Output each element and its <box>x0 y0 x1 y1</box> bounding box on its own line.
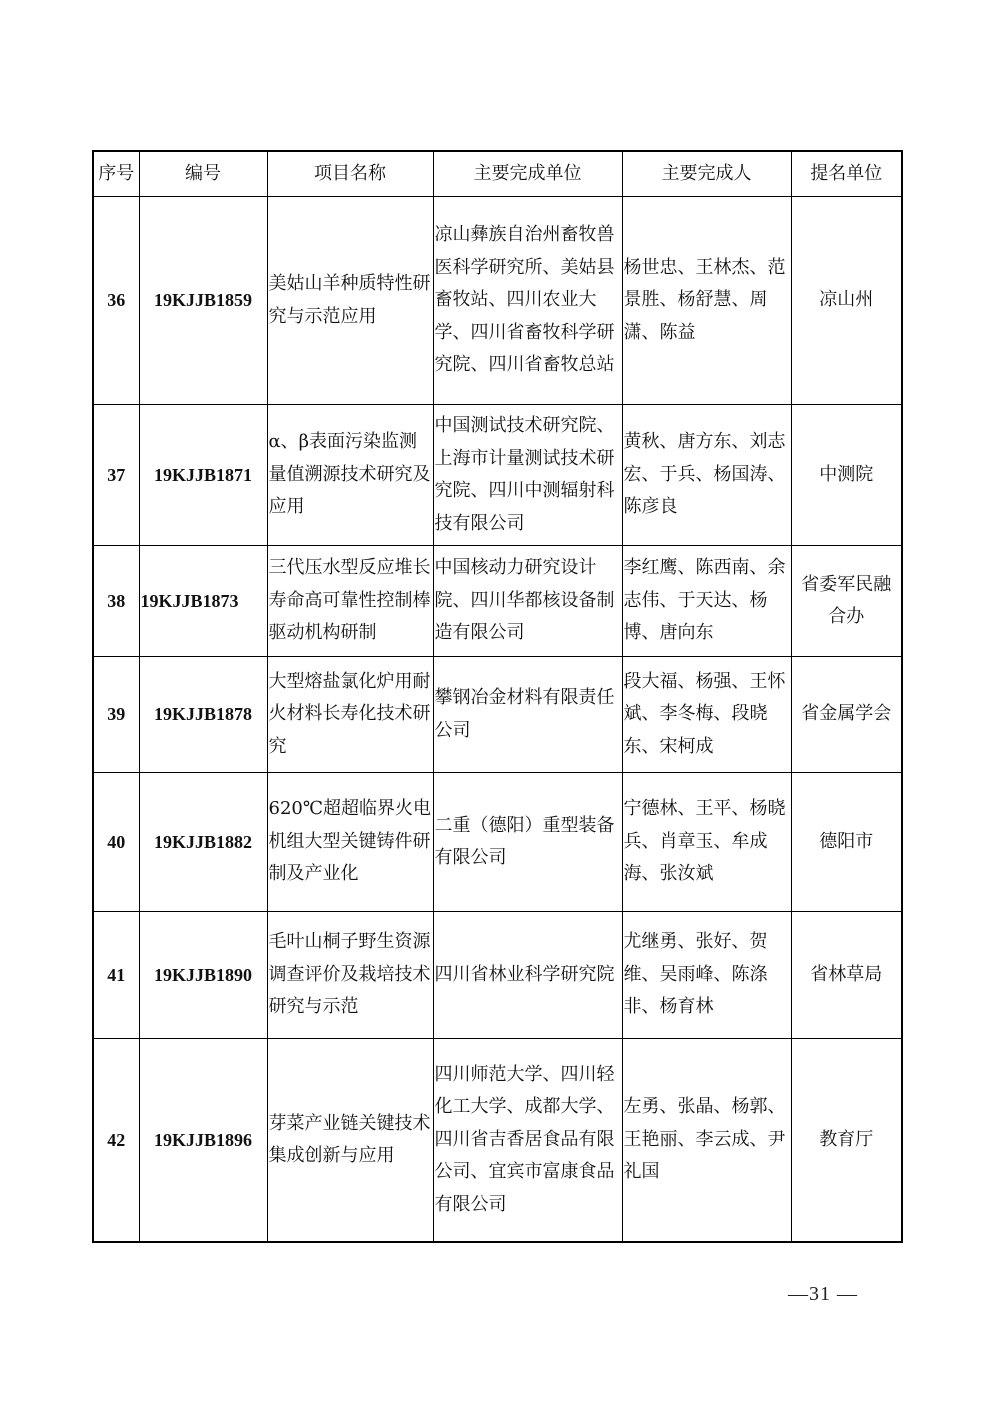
header-main-people: 主要完成人 <box>622 151 791 197</box>
awards-table <box>92 150 903 1243</box>
row-project-name: 三代压水型反应堆长寿命高可靠性控制棒驱动机构研制 <box>267 546 433 657</box>
row-no: 38 <box>93 546 139 657</box>
header-project-name: 项目名称 <box>267 151 433 197</box>
row-nominator: 省金属学会 <box>791 657 902 773</box>
row-no: 41 <box>93 912 139 1039</box>
row-main-people: 李红鹰、陈西南、余志伟、于天达、杨博、唐向东 <box>622 546 791 657</box>
row-main-people: 杨世忠、王林杰、范景胜、杨舒慧、周潇、陈益 <box>622 197 791 405</box>
row-main-people: 宁德林、王平、杨晓兵、肖章玉、牟成海、张汝斌 <box>622 773 791 912</box>
row-no: 36 <box>93 197 139 405</box>
table-row <box>93 912 902 1039</box>
row-main-people: 段大福、杨强、王怀斌、李冬梅、段晓东、宋柯成 <box>622 657 791 773</box>
row-code: 19KJJB1859 <box>139 197 267 405</box>
row-main-people: 左勇、张晶、杨郭、王艳丽、李云成、尹礼国 <box>622 1039 791 1243</box>
row-project-name: α、β表面污染监测量值溯源技术研究及应用 <box>267 405 433 546</box>
header-no: 序号 <box>93 151 139 197</box>
row-no: 39 <box>93 657 139 773</box>
row-code: 19KJJB1878 <box>139 657 267 773</box>
row-project-name: 芽菜产业链关键技术集成创新与应用 <box>267 1039 433 1243</box>
row-project-name: 毛叶山桐子野生资源调查评价及栽培技术研究与示范 <box>267 912 433 1039</box>
row-main-units: 中国测试技术研究院、上海市计量测试技术研究院、四川中测辐射科技有限公司 <box>433 405 622 546</box>
row-main-units: 四川省林业科学研究院 <box>433 912 622 1039</box>
row-nominator: 凉山州 <box>791 197 902 405</box>
table-row <box>93 1039 902 1243</box>
row-main-units: 攀钢冶金材料有限责任公司 <box>433 657 622 773</box>
table-row <box>93 657 902 773</box>
row-code: 19KJJB1890 <box>139 912 267 1039</box>
row-nominator: 省委军民融合办 <box>791 546 902 657</box>
table-header-row <box>93 151 902 197</box>
table-row <box>93 773 902 912</box>
row-code: 19KJJB1871 <box>139 405 267 546</box>
header-code: 编号 <box>139 151 267 197</box>
row-main-units: 四川师范大学、四川轻化工大学、成都大学、四川省吉香居食品有限公司、宜宾市富康食品有限公司 <box>433 1039 622 1243</box>
row-main-people: 黄秋、唐方东、刘志宏、于兵、杨国涛、陈彦良 <box>622 405 791 546</box>
row-main-units: 凉山彝族自治州畜牧兽医科学研究所、美姑县畜牧站、四川农业大学、四川省畜牧科学研究院、四川省畜牧总站 <box>433 197 622 405</box>
row-nominator: 中测院 <box>791 405 902 546</box>
row-no: 40 <box>93 773 139 912</box>
table-row <box>93 546 902 657</box>
header-nominator: 提名单位 <box>791 151 902 197</box>
row-project-name: 620℃超超临界火电机组大型关键铸件研制及产业化 <box>267 773 433 912</box>
row-project-name: 美姑山羊种质特性研究与示范应用 <box>267 197 433 405</box>
row-nominator: 教育厅 <box>791 1039 902 1243</box>
row-code: 19KJJB1882 <box>139 773 267 912</box>
row-project-name: 大型熔盐氯化炉用耐火材料长寿化技术研究 <box>267 657 433 773</box>
page-number: —31 — <box>788 1283 858 1305</box>
header-main-units: 主要完成单位 <box>433 151 622 197</box>
row-main-units: 二重（德阳）重型装备有限公司 <box>433 773 622 912</box>
row-code: 19KJJB1896 <box>139 1039 267 1243</box>
table-row <box>93 405 902 546</box>
row-nominator: 省林草局 <box>791 912 902 1039</box>
row-nominator: 德阳市 <box>791 773 902 912</box>
row-code: 19KJJB1873 <box>139 546 267 657</box>
row-no: 37 <box>93 405 139 546</box>
row-no: 42 <box>93 1039 139 1243</box>
row-main-units: 中国核动力研究设计院、四川华都核设备制造有限公司 <box>433 546 622 657</box>
row-main-people: 尤继勇、张好、贺维、吴雨峰、陈涤非、杨育林 <box>622 912 791 1039</box>
table-row <box>93 197 902 405</box>
